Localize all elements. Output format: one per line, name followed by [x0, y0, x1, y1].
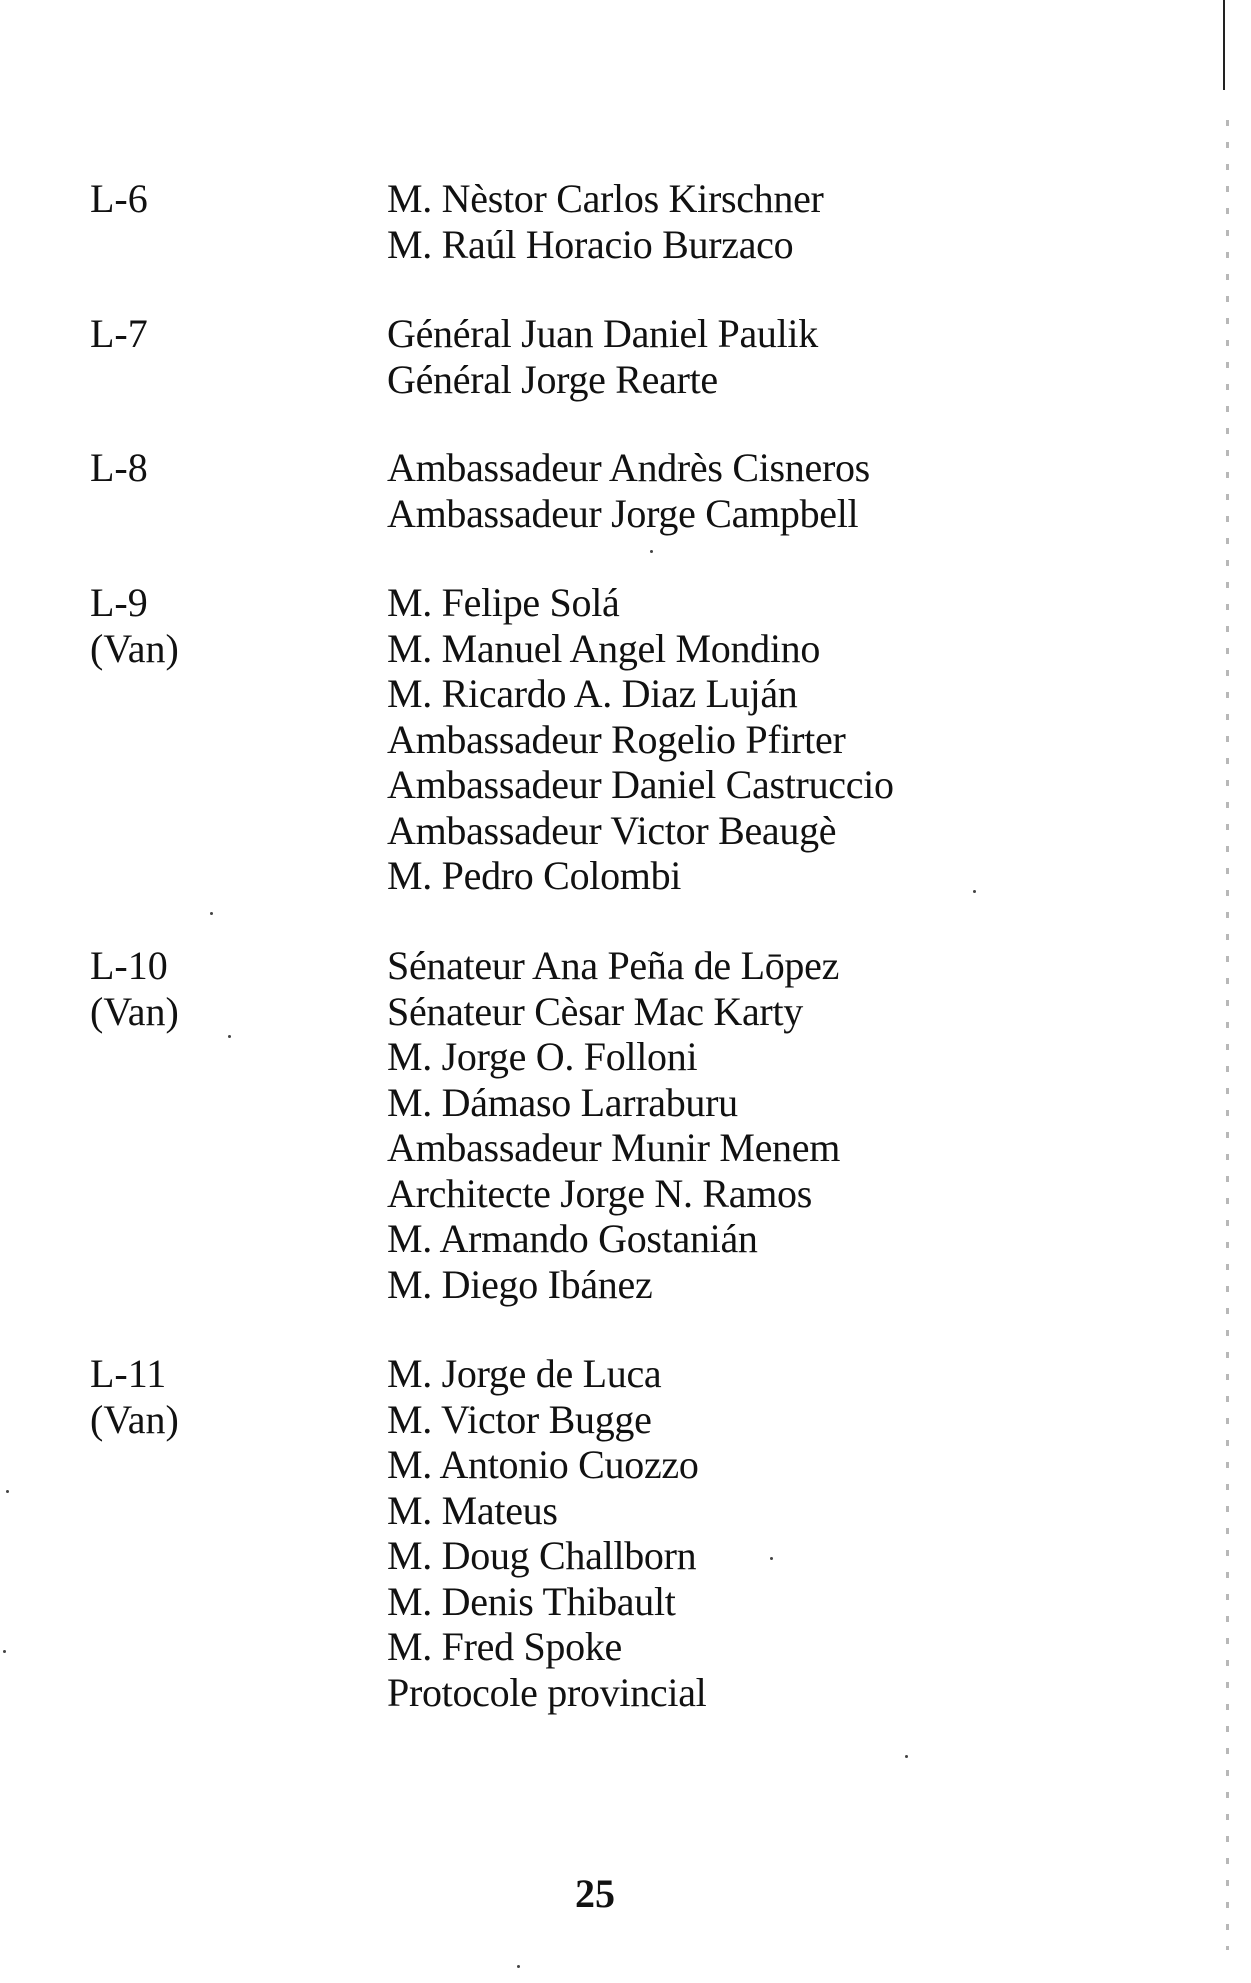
list-item: Sénateur Cèsar Mac Karty	[387, 988, 803, 1034]
names-list	[387, 580, 894, 899]
list-item: Sénateur Ana Peña de Lōpez	[387, 943, 840, 988]
list-item: Architecte Jorge N. Ramos	[387, 1170, 812, 1216]
list-item: M. Ricardo A. Diaz Luján	[387, 671, 798, 716]
list-item: M. Mateus	[387, 1487, 558, 1533]
list-item: M. Denis Thibault	[387, 1578, 676, 1624]
list-item: Ambassadeur Jorge Campbell	[387, 490, 859, 536]
list-item: M. Raúl Horacio Burzaco	[387, 221, 794, 267]
list-item: M. Antonio Cuozzo	[387, 1442, 699, 1487]
page-number: 25	[575, 1871, 615, 1916]
vehicle-label-line: L-6	[90, 176, 148, 221]
list-item: M. Dámaso Larraburu	[387, 1079, 738, 1125]
scan-speck	[210, 912, 213, 915]
list-item: M. Pedro Colombi	[387, 853, 682, 898]
binding-edge-line	[1223, 0, 1225, 90]
vehicle-label-line: L-10	[90, 943, 168, 988]
list-item: Ambassadeur Andrès Cisneros	[387, 445, 870, 490]
list-item: M. Doug Challborn	[387, 1533, 697, 1578]
list-item: M. Manuel Angel Mondino	[387, 625, 821, 671]
vehicle-label	[90, 943, 179, 1034]
list-item: M. Jorge de Luca	[387, 1351, 662, 1396]
binding-edge-dots	[1226, 120, 1229, 1950]
names-list	[387, 445, 870, 536]
scan-speck	[3, 1650, 6, 1653]
list-item: Général Jorge Rearte	[387, 356, 718, 402]
list-item: M. Jorge O. Folloni	[387, 1034, 698, 1079]
vehicle-label	[90, 445, 148, 491]
vehicle-label-line: (Van)	[90, 625, 179, 671]
list-item: M. Felipe Solá	[387, 580, 620, 625]
names-list	[387, 311, 818, 402]
list-item: Protocole provincial	[387, 1669, 707, 1715]
vehicle-label	[90, 176, 148, 222]
list-item: Ambassadeur Munir Menem	[387, 1125, 841, 1170]
vehicle-label-line: L-8	[90, 445, 148, 490]
names-list	[387, 943, 840, 1307]
scan-speck	[650, 550, 653, 553]
list-item: M. Fred Spoke	[387, 1624, 622, 1669]
list-item: Ambassadeur Daniel Castruccio	[387, 762, 894, 807]
names-list	[387, 1351, 706, 1715]
scan-speck	[517, 1965, 520, 1968]
scan-speck	[770, 1557, 773, 1560]
vehicle-label-line: L-7	[90, 311, 148, 356]
scan-speck	[228, 1035, 231, 1038]
list-item: Ambassadeur Victor Beaugè	[387, 807, 837, 853]
scan-speck	[973, 890, 976, 893]
vehicle-label-line: (Van)	[90, 988, 179, 1034]
list-item: Ambassadeur Rogelio Pfirter	[387, 716, 846, 762]
names-list	[387, 176, 824, 267]
list-item: M. Nèstor Carlos Kirschner	[387, 176, 824, 221]
list-item: M. Diego Ibánez	[387, 1261, 653, 1307]
vehicle-label-line: (Van)	[90, 1396, 179, 1442]
list-item: M. Armando Gostanián	[387, 1216, 758, 1261]
list-item: Général Juan Daniel Paulik	[387, 311, 818, 356]
vehicle-label-line: L-9	[90, 580, 148, 625]
scan-speck	[905, 1755, 908, 1758]
list-item: M. Victor Bugge	[387, 1396, 652, 1442]
vehicle-label	[90, 580, 179, 671]
vehicle-label	[90, 1351, 179, 1442]
scan-speck	[6, 1490, 9, 1493]
vehicle-label	[90, 311, 148, 357]
vehicle-label-line: L-11	[90, 1351, 167, 1396]
